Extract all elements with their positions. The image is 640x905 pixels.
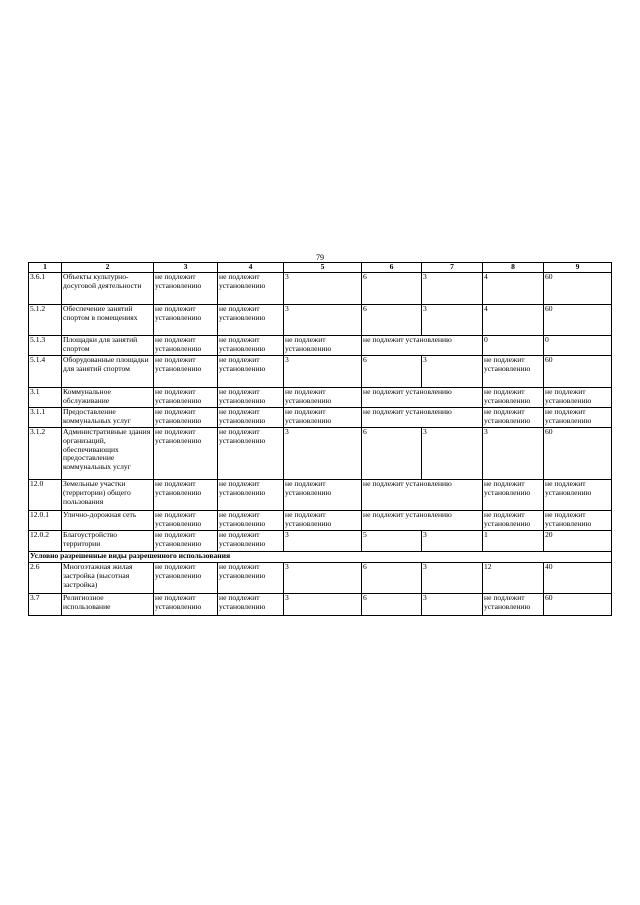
table-cell: не подлежит установлению: [483, 388, 544, 408]
table-cell: 3.1.1: [29, 408, 62, 428]
column-header-3: 3: [154, 263, 218, 273]
table-cell: не подлежит установлению: [362, 408, 483, 428]
table-cell: не подлежит установлению: [218, 563, 284, 594]
table-cell: 6: [362, 428, 422, 480]
table-cell: не подлежит установлению: [154, 388, 218, 408]
table-cell: 0: [544, 336, 612, 356]
table-cell: 5: [362, 531, 422, 552]
table-cell: не подлежит установлению: [284, 388, 362, 408]
table-cell: не подлежит установлению: [154, 356, 218, 388]
table-cell: 3: [422, 563, 483, 594]
table-cell: не подлежит установлению: [218, 408, 284, 428]
page-number: 79: [316, 253, 324, 262]
table-cell: 3: [284, 563, 362, 594]
table-cell: не подлежит установлению: [284, 480, 362, 511]
section-heading: Условно разрешенные виды разрешенного использования: [29, 552, 612, 563]
table-cell: 0: [483, 336, 544, 356]
table-cell: 3.1.2: [29, 428, 62, 480]
table-cell: 3: [284, 594, 362, 616]
table-cell: не подлежит установлению: [154, 511, 218, 531]
table-cell: не подлежит установлению: [218, 594, 284, 616]
table-cell: 5.1.4: [29, 356, 62, 388]
table-cell: не подлежит установлению: [284, 408, 362, 428]
table-cell: 12.0: [29, 480, 62, 511]
table-row: [29, 480, 612, 511]
table-cell: 60: [544, 594, 612, 616]
table-cell: не подлежит установлению: [362, 480, 483, 511]
table-cell: 3: [284, 428, 362, 480]
table-cell: не подлежит установлению: [218, 388, 284, 408]
zoning-parameters-table: [28, 262, 612, 616]
table-cell: 5.1.2: [29, 305, 62, 336]
table-cell: 20: [544, 531, 612, 552]
table-cell: 3: [422, 356, 483, 388]
table-cell: не подлежит установлению: [483, 511, 544, 531]
table-cell: 3: [422, 594, 483, 616]
table-cell: не подлежит установлению: [483, 408, 544, 428]
table-cell: 3: [284, 305, 362, 336]
table-cell: Коммунальное обслуживание: [62, 388, 154, 408]
column-header-9: 9: [544, 263, 612, 273]
table-cell: 12: [483, 563, 544, 594]
table-cell: Оборудованные площадки для занятий спортом: [62, 356, 154, 388]
table-row: [29, 511, 612, 531]
table-cell: не подлежит установлению: [362, 511, 483, 531]
column-header-8: 8: [483, 263, 544, 273]
column-header-2: 2: [62, 263, 154, 273]
table-cell: Многоэтажная жилая застройка (высотная застройка): [62, 563, 154, 594]
table-cell: не подлежит установлению: [544, 480, 612, 511]
table-cell: 60: [544, 273, 612, 305]
table-row: [29, 356, 612, 388]
table-cell: не подлежит установлению: [154, 273, 218, 305]
table-cell: не подлежит установлению: [154, 408, 218, 428]
table-cell: 60: [544, 428, 612, 480]
table-cell: 1: [483, 531, 544, 552]
table-cell: Предоставление коммунальных услуг: [62, 408, 154, 428]
table-cell: Земельные участки (территории) общего пользования: [62, 480, 154, 511]
table-row: [29, 273, 612, 305]
table-cell: не подлежит установлению: [154, 336, 218, 356]
table-cell: не подлежит установлению: [154, 480, 218, 511]
table-cell: 60: [544, 305, 612, 336]
column-header-4: 4: [218, 263, 284, 273]
table-cell: не подлежит установлению: [483, 594, 544, 616]
table-row: [29, 531, 612, 552]
table-cell: 12.0.2: [29, 531, 62, 552]
column-header-1: 1: [29, 263, 62, 273]
table-row: [29, 428, 612, 480]
table-cell: 12.0.1: [29, 511, 62, 531]
table-cell: не подлежит установлению: [218, 480, 284, 511]
section-heading-row: [29, 552, 612, 563]
table-cell: 4: [483, 273, 544, 305]
table-cell: Обеспечение занятий спортом в помещениях: [62, 305, 154, 336]
table-row: [29, 388, 612, 408]
table-cell: не подлежит установлению: [218, 511, 284, 531]
table-cell: не подлежит установлению: [154, 531, 218, 552]
column-header-6: 6: [362, 263, 422, 273]
table-cell: 3: [284, 356, 362, 388]
table-cell: не подлежит установлению: [544, 388, 612, 408]
table-row: [29, 563, 612, 594]
table-cell: не подлежит установлению: [544, 408, 612, 428]
table-cell: 6: [362, 273, 422, 305]
table-cell: 3: [422, 273, 483, 305]
table-cell: не подлежит установлению: [483, 356, 544, 388]
table-cell: 3.6.1: [29, 273, 62, 305]
table-cell: не подлежит установлению: [218, 273, 284, 305]
table-row: [29, 408, 612, 428]
table-cell: Благоустройство территории: [62, 531, 154, 552]
table-row: [29, 336, 612, 356]
table-cell: не подлежит установлению: [154, 305, 218, 336]
table-cell: 6: [362, 594, 422, 616]
table-cell: Улично-дорожная сеть: [62, 511, 154, 531]
table-cell: не подлежит установлению: [544, 511, 612, 531]
table-cell: Площадки для занятий спортом: [62, 336, 154, 356]
table-cell: 6: [362, 305, 422, 336]
column-header-5: 5: [284, 263, 362, 273]
table-cell: 3: [422, 305, 483, 336]
table-cell: 60: [544, 356, 612, 388]
table-cell: не подлежит установлению: [218, 531, 284, 552]
table-cell: Объекты культурно-досуговой деятельности: [62, 273, 154, 305]
table-cell: 2.6: [29, 563, 62, 594]
table-cell: 3: [284, 531, 362, 552]
table-row: [29, 594, 612, 616]
table-cell: не подлежит установлению: [218, 356, 284, 388]
table-cell: 3: [483, 428, 544, 480]
table-cell: 3.7: [29, 594, 62, 616]
table-cell: 4: [483, 305, 544, 336]
table-cell: не подлежит установлению: [483, 480, 544, 511]
table-cell: 6: [362, 356, 422, 388]
column-header-7: 7: [422, 263, 483, 273]
table-cell: не подлежит установлению: [218, 336, 284, 356]
table-cell: 3: [422, 428, 483, 480]
table-body: [29, 273, 612, 616]
table-cell: не подлежит установлению: [284, 511, 362, 531]
table-cell: не подлежит установлению: [154, 594, 218, 616]
table-cell: не подлежит установлению: [362, 336, 483, 356]
table-cell: не подлежит установлению: [218, 305, 284, 336]
table-cell: не подлежит установлению: [362, 388, 483, 408]
table-cell: 6: [362, 563, 422, 594]
table-cell: не подлежит установлению: [284, 336, 362, 356]
table-cell: 3.1: [29, 388, 62, 408]
table-cell: не подлежит установлению: [218, 428, 284, 480]
table-cell: 3: [422, 531, 483, 552]
table-cell: не подлежит установлению: [154, 563, 218, 594]
header-row: [29, 263, 612, 273]
table-cell: 5.1.3: [29, 336, 62, 356]
table-cell: Религиозное использование: [62, 594, 154, 616]
table-row: [29, 305, 612, 336]
table-cell: 3: [284, 273, 362, 305]
table-cell: Административные здания организаций, обеспечивающих предоставление коммунальных услуг: [62, 428, 154, 480]
table-cell: 40: [544, 563, 612, 594]
table-cell: не подлежит установлению: [154, 428, 218, 480]
